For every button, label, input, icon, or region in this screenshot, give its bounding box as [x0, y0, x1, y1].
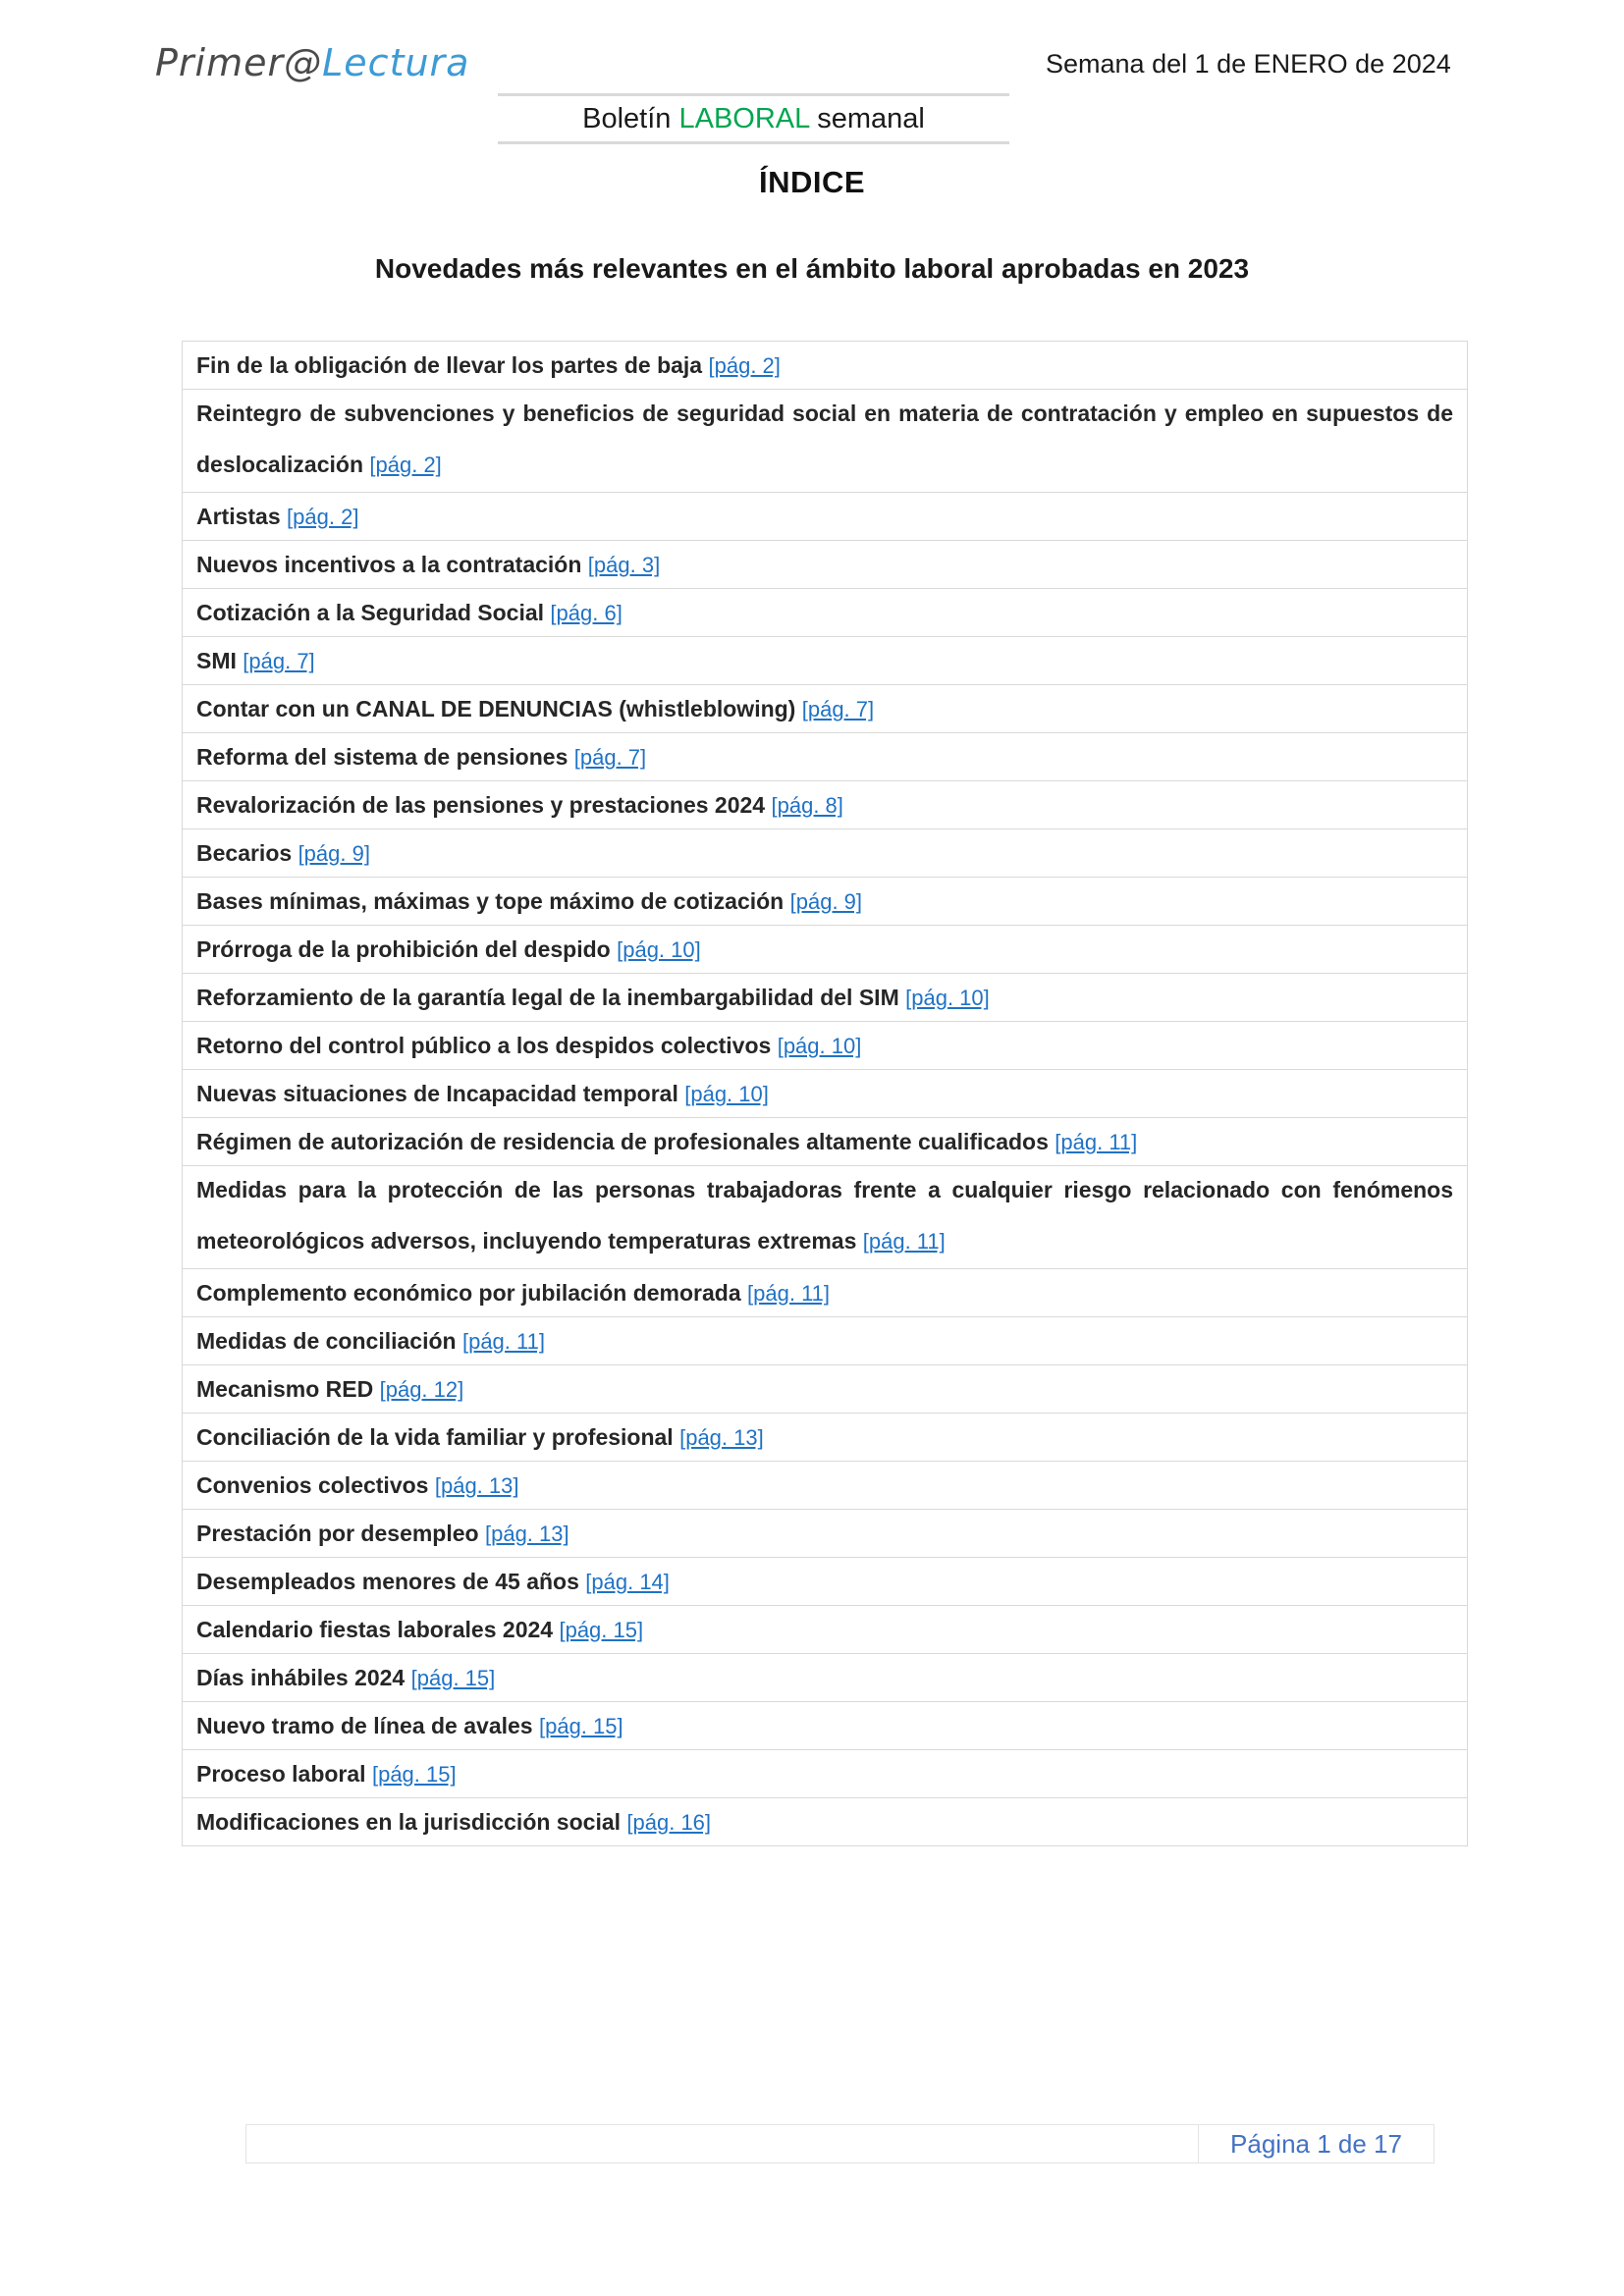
table-row	[182, 1165, 1468, 1269]
page-link[interactable]: [pág. 9]	[789, 889, 863, 914]
row-title: Prestación por desempleo	[196, 1521, 485, 1546]
page-link[interactable]: [pág. 7]	[243, 649, 315, 673]
table-row	[182, 1021, 1468, 1070]
page-link[interactable]: [pág. 12]	[379, 1377, 464, 1402]
row-title: Medidas de conciliación	[196, 1328, 462, 1354]
row-title: Contar con un CANAL DE DENUNCIAS (whistleblowing)	[196, 696, 802, 721]
table-row	[182, 1069, 1468, 1118]
page-link[interactable]: [pág. 2]	[708, 353, 781, 378]
row-title: Calendario fiestas laborales 2024	[196, 1617, 560, 1642]
table-row	[182, 828, 1468, 878]
row-title: Fin de la obligación de llevar los partes de baja	[196, 352, 709, 378]
row-title: Modificaciones en la jurisdicción social	[196, 1809, 627, 1835]
table-row	[182, 1749, 1468, 1798]
page-link[interactable]: [pág. 13]	[484, 1522, 569, 1546]
row-title: Conciliación de la vida familiar y profesional	[196, 1424, 680, 1450]
row-title: Días inhábiles 2024	[196, 1665, 411, 1690]
table-row	[182, 684, 1468, 733]
page-link[interactable]: [pág. 15]	[371, 1762, 457, 1787]
page-link[interactable]: [pág. 7]	[801, 697, 875, 721]
table-row	[182, 1316, 1468, 1365]
table-row	[182, 1557, 1468, 1606]
row-title: Mecanismo RED	[196, 1376, 380, 1402]
page-link[interactable]: [pág. 15]	[559, 1618, 644, 1642]
footer-page-cell	[1199, 2124, 1435, 2163]
index-table	[182, 341, 1468, 1846]
row-title: Prórroga de la prohibición del despido	[196, 936, 618, 962]
table-row	[182, 732, 1468, 781]
row-title: Complemento económico por jubilación demorada	[196, 1280, 748, 1306]
footer-empty-cell	[245, 2124, 1199, 2163]
table-row	[182, 588, 1468, 637]
table-row	[182, 1701, 1468, 1750]
page-link[interactable]: [pág. 13]	[434, 1473, 519, 1498]
table-row	[182, 1413, 1468, 1462]
row-title: Bases mínimas, máximas y tope máximo de cotización	[196, 888, 790, 914]
table-row	[182, 1797, 1468, 1846]
page-link[interactable]: [pág. 15]	[410, 1666, 496, 1690]
row-title: Régimen de autorización de residencia de profesionales altamente cualificados	[196, 1129, 1056, 1154]
row-title: SMI	[196, 648, 244, 673]
table-row	[182, 877, 1468, 926]
page-number-label: Página 1 de 17	[1230, 2128, 1402, 2159]
row-title: Nuevo tramo de línea de avales	[196, 1713, 539, 1738]
row-title: Reintegro de subvenciones y beneficios de seguridad social en materia de contratación y empleo en supuestos de deslocalización	[196, 400, 1453, 477]
bulletin-prefix: Boletín	[582, 103, 679, 134]
page-link[interactable]: [pág. 15]	[538, 1714, 623, 1738]
table-row	[182, 1117, 1468, 1166]
page-link[interactable]: [pág. 8]	[771, 793, 843, 818]
table-row	[182, 1509, 1468, 1558]
row-title: Reforzamiento de la garantía legal de la inembargabilidad del SIM	[196, 985, 906, 1010]
page-link[interactable]: [pág. 10]	[684, 1082, 769, 1106]
page-link[interactable]: [pág. 9]	[298, 841, 370, 866]
page-link[interactable]: [pág. 11]	[747, 1281, 831, 1306]
row-title: Medidas para la protección de las personas trabajadoras frente a cualquier riesgo relacionado con fenómenos meteorológicos adversos, incluyendo temperaturas extremas	[196, 1177, 1453, 1254]
table-row	[182, 636, 1468, 685]
table-row	[182, 341, 1468, 390]
row-title: Becarios	[196, 840, 298, 866]
page-title: ÍNDICE	[758, 165, 866, 199]
row-title: Reforma del sistema de pensiones	[196, 744, 574, 770]
row-title: Revalorización de las pensiones y prestaciones 2024	[196, 792, 772, 818]
logo-secondary-text: Lectura	[322, 41, 470, 84]
page-link[interactable]: [pág. 10]	[905, 986, 990, 1010]
row-title: Artistas	[196, 504, 288, 529]
page-link[interactable]: [pág. 2]	[369, 453, 442, 477]
page-link[interactable]: [pág. 3]	[587, 553, 661, 577]
logo	[155, 41, 469, 84]
page-link[interactable]: [pág. 6]	[550, 601, 623, 625]
table-row	[182, 389, 1468, 493]
row-title: Nuevos incentivos a la contratación	[196, 552, 588, 577]
index-subtitle: Novedades más relevantes en el ámbito laboral aprobadas en 2023	[374, 253, 1250, 284]
table-row	[182, 925, 1468, 974]
row-title: Convenios colectivos	[196, 1472, 435, 1498]
page-link[interactable]: [pág. 13]	[679, 1425, 764, 1450]
row-title: Retorno del control público a los despidos colectivos	[196, 1033, 778, 1058]
table-row	[182, 780, 1468, 829]
page-link[interactable]: [pág. 10]	[777, 1034, 862, 1058]
bulletin-highlight: LABORAL	[678, 103, 810, 134]
week-label: Semana del 1 de ENERO de 2024	[1046, 49, 1451, 79]
row-title: Proceso laboral	[196, 1761, 372, 1787]
page-link[interactable]: [pág. 11]	[862, 1229, 946, 1254]
row-title: Desempleados menores de 45 años	[196, 1569, 586, 1594]
table-row	[182, 1605, 1468, 1654]
page-link[interactable]: [pág. 14]	[585, 1570, 670, 1594]
table-row	[182, 1653, 1468, 1702]
row-title: Nuevas situaciones de Incapacidad temporal	[196, 1081, 685, 1106]
table-row	[182, 492, 1468, 541]
page-link[interactable]: [pág. 11]	[1055, 1130, 1138, 1154]
page-link[interactable]: [pág. 11]	[461, 1329, 545, 1354]
page-link[interactable]: [pág. 10]	[617, 937, 701, 962]
table-row	[182, 1364, 1468, 1414]
table-row	[182, 973, 1468, 1022]
page-link[interactable]: [pág. 2]	[287, 505, 359, 529]
table-row	[182, 1268, 1468, 1317]
bulletin-title	[498, 93, 1009, 144]
logo-primary-text: Primer@	[155, 41, 323, 84]
table-row	[182, 1461, 1468, 1510]
page-link[interactable]: [pág. 7]	[573, 745, 647, 770]
table-row	[182, 540, 1468, 589]
row-title: Cotización a la Seguridad Social	[196, 600, 551, 625]
page-footer	[245, 2124, 1435, 2163]
bulletin-suffix: semanal	[809, 103, 925, 134]
page-link[interactable]: [pág. 16]	[626, 1810, 712, 1835]
